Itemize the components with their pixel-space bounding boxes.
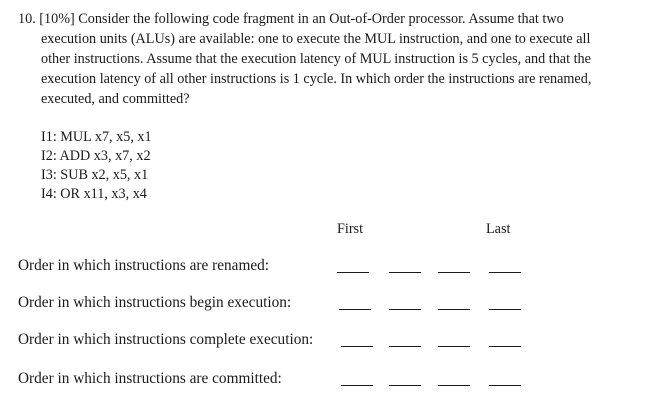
instruction-i3: I3: SUB x2, x5, x1 bbox=[41, 167, 149, 183]
renamed-blank-4[interactable] bbox=[489, 272, 521, 273]
complete-execution-blank-3[interactable] bbox=[438, 346, 470, 347]
committed-blank-2[interactable] bbox=[389, 385, 421, 386]
renamed-blank-3[interactable] bbox=[438, 272, 470, 273]
begin-execution-order-label: Order in which instructions begin execution: bbox=[18, 294, 292, 311]
first-column-header: First bbox=[337, 221, 364, 237]
renamed-order-label: Order in which instructions are renamed: bbox=[18, 257, 270, 274]
begin-execution-blank-1[interactable] bbox=[339, 309, 371, 310]
question-line-2: execution units (ALUs) are available: one to execute the MUL instruction, and one to execute all bbox=[41, 31, 591, 47]
begin-execution-blank-2[interactable] bbox=[389, 309, 421, 310]
question-line-3: other instructions. Assume that the execution latency of MUL instruction is 5 cycles, and that the bbox=[41, 51, 591, 67]
complete-execution-blank-4[interactable] bbox=[489, 346, 521, 347]
committed-order-label: Order in which instructions are committed: bbox=[18, 370, 282, 387]
instruction-i2: I2: ADD x3, x7, x2 bbox=[41, 148, 151, 164]
complete-execution-blank-1[interactable] bbox=[341, 346, 373, 347]
question-line-1: 10. [10%] Consider the following code fragment in an Out-of-Order processor. Assume that two bbox=[18, 11, 564, 27]
committed-blank-4[interactable] bbox=[489, 385, 521, 386]
begin-execution-blank-3[interactable] bbox=[438, 309, 470, 310]
question-line-5: executed, and committed? bbox=[41, 91, 190, 107]
complete-execution-blank-2[interactable] bbox=[389, 346, 421, 347]
renamed-blank-1[interactable] bbox=[337, 272, 369, 273]
instruction-i1: I1: MUL x7, x5, x1 bbox=[41, 129, 152, 145]
complete-execution-order-label: Order in which instructions complete execution: bbox=[18, 331, 314, 348]
instruction-i4: I4: OR x11, x3, x4 bbox=[41, 186, 147, 202]
renamed-blank-2[interactable] bbox=[389, 272, 421, 273]
question-line-4: execution latency of all other instructions is 1 cycle. In which order the instructions are renamed, bbox=[41, 71, 592, 87]
begin-execution-blank-4[interactable] bbox=[489, 309, 521, 310]
committed-blank-1[interactable] bbox=[341, 385, 373, 386]
last-column-header: Last bbox=[486, 221, 511, 237]
committed-blank-3[interactable] bbox=[438, 385, 470, 386]
